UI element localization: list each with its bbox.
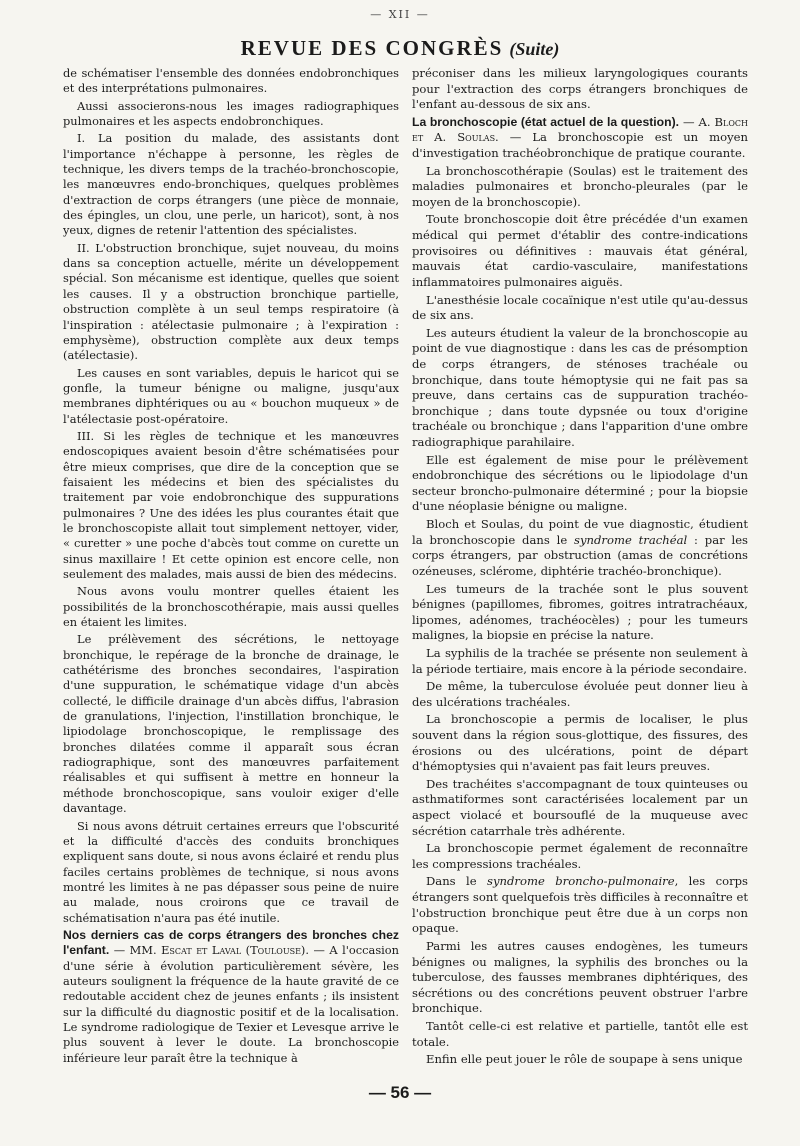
right-paragraph-7: Les tumeurs de la trachée sont le plus souvent bénignes (papillomes, fibromes, goitres intratrachéaux, lipomes, adénomes, trachéocèles) ; pour les tumeurs malignes, la biopsie en précise la nature. — [412, 581, 748, 643]
left-paragraph-0: de schématiser l'ensemble des données endobronchiques et des interprétations pulmonaires. — [63, 66, 399, 96]
left-paragraph-4: Les causes en sont variables, depuis le haricot qui se gonfle, la tumeur bénigne ou maligne, jusqu'aux membranes diphtériques ou au « bouchon muqueux » de l'atélectasie post-opératoire. — [63, 365, 399, 426]
right-paragraph-3: L'anesthésie locale cocaïnique n'est utile qu'au-dessus de six ans. — [412, 292, 748, 323]
right-column — [412, 66, 748, 1070]
right-paragraph-15: Tantôt celle-ci est relative et partielle, tantôt elle est totale. — [412, 1018, 748, 1049]
left-paragraph-6: Nous avons voulu montrer quelles étaient les possibilités de la bronchoscothérapie, mais aussi quelles en étaient les limites. — [63, 584, 399, 630]
right-paragraph-9: De même, la tuberculose évoluée peut donner lieu à des ulcérations trachéales. — [412, 679, 748, 709]
right-paragraph-13 — [412, 874, 748, 936]
right-section-heading: La bronchoscopie (état actuel de la question). — [412, 114, 680, 129]
right-paragraph-6 — [412, 517, 748, 579]
right-paragraph-2: Toute bronchoscopie doit être précédée d'un examen médical qui permet d'établir des contre-indications provisoires ou définitives : mauvais état général, mauvais état cardio-vasculaire, manifestations inflammatoires pulmonaires aiguës. — [412, 212, 748, 289]
p6-text-a: Bloch et Soulas, du point de vue diagnostic, étudient la bronchoscopie dans le — [412, 517, 748, 547]
right-paragraph-12: La bronchoscopie permet également de reconnaître les compressions trachéales. — [412, 841, 748, 871]
running-folio: — XII — — [370, 8, 430, 21]
right-continuation: préconiser dans les milieux laryngologiques courants pour l'extraction des corps étrangers bronchiques de l'enfant au-dessous de six ans. — [412, 66, 748, 112]
left-section-intro — [63, 928, 399, 1066]
right-paragraph-11: Des trachéites s'accompagnant de toux quinteuses ou asthmatiformes sont caractérisées localement par un aspect violacé et boursouflé de la muqueuse avec sécrétion catarrhale très adhérente. — [412, 776, 748, 838]
header-suite: (Suite) — [509, 39, 560, 59]
right-paragraph-14: Parmi les autres causes endogènes, les tumeurs bénignes ou malignes, la syphilis des bronches ou la tuberculose, des fausses membranes diphtériques, des sécrétions ou des concrétions peuvent obstruer l'arbre bronchique. — [412, 938, 748, 1016]
right-paragraph-8: La syphilis de la trachée se présente non seulement à la période tertiaire, mais encore à la période secondaire. — [412, 645, 748, 676]
right-paragraph-1: La bronchoscothérapie (Soulas) est le traitement des maladies pulmonaires et broncho-pleurales (par le moyen de la bronchoscopie). — [412, 163, 748, 209]
right-section-intro — [412, 115, 748, 162]
left-paragraph-5: III. Si les règles de technique et les manœuvres endoscopiques avaient besoin d'être schématisées pour être mieux comprises, que dire de la conception que se faisaient les médecins et bien des spécialistes du traitement par voie endobronchique des suppurations pulmonaires ? Une des idées les plus courantes était que le bronchoscopiste allait tout simplement nettoyer, vider, « curetter » une poche d'abcès tout comme on curette un sinus maxillaire ! Et cette opinion est encore celle, non seulement des malades, mais aussi de bien des médecins. — [63, 428, 399, 581]
right-paragraph-4: Les auteurs étudient la valeur de la bronchoscopie au point de vue diagnostique : dans les cas de présomption de corps étrangers, de sténoses trachéale ou bronchique, dans toute hémoptysie qui ne fait pas sa preuve, dans certains cas de suppuration trachéo-bronchique ; dans toute dypsnée ou toux d'origine trachéale ou bronchique ; dans l'apparition d'une ombre radiographique parahilaire. — [412, 325, 748, 450]
p6-emphasis: syndrome trachéal — [574, 532, 688, 547]
page-header — [0, 36, 800, 61]
left-paragraph-2: I. La position du malade, des assistants dont l'importance n'échappe à personne, les règles de technique, les divers temps de la trachéo-bronchoscopie, les manœuvres endo-bronchiques, quelques problèmes d'extraction de corps étrangers (une pièce de monnaie, des épingles, un clou, une perle, un haricot), sont, à nos yeux, dignes de retenir l'attention des spécialistes. — [63, 131, 399, 238]
left-paragraph-7: Le prélèvement des sécrétions, le nettoyage bronchique, le repérage de la bronche de drainage, le cathétérisme des bronches secondaires, l'aspiration d'une suppuration, le schématique vidage d'un abcès collecté, le difficile drainage d'un abcès diffus, l'abrasion de granulations, l'injection, l'instillation bronchique, le lipiodolage bronchoscopique, le remplissage des bronches dilatées comme il apparaît sous écran radiographique, sont des manœuvres parfaitement réalisables et qui suffisent à mettre en honneur la méthode bronchoscopique, sans vouloir exiger d'elle davantage. — [63, 632, 399, 816]
p6-text-b: : par les corps étrangers, par obstruction (amas de concrétions ozéneuses, sclérome, diphtérie trachéo-bronchique). — [412, 532, 749, 578]
p13-text-a: Dans le — [426, 874, 477, 889]
p13-text-b: , les corps étrangers sont quelquefois très difficiles à reconnaître et l'obstruction bronchique peut être due à un corps non opaque. — [412, 874, 748, 936]
page-number: — 56 — — [368, 1083, 432, 1102]
left-section-authors: — MM. Escat et Laval (Toulouse). — — [113, 943, 325, 958]
left-column — [63, 66, 399, 1068]
left-section-heading: Nos derniers cas de corps étrangers des bronches chez l'enfant. — [63, 927, 399, 958]
right-paragraph-16: Enfin elle peut jouer le rôle de soupape à sens unique — [426, 1052, 743, 1067]
right-paragraph-5: Elle est également de mise pour le prélèvement endobronchique des sécrétions ou le lipiodolage d'un secteur broncho-pulmonaire déterminé ; pour la biopsie d'une néoplasie bénigne ou maligne. — [412, 452, 748, 514]
right-section-authors: — A. Bloch et A. Soulas. — [412, 114, 748, 145]
right-paragraph-10: La bronchoscopie a permis de localiser, le plus souvent dans la région sous-glottique, des fissures, des érosions ou des ulcérations, point de départ d'hémoptysies qui n'avaient pas fait leurs preuves. — [412, 712, 748, 774]
left-section-body: A l'occasion d'une série à évolution particulièrement sévère, les auteurs soulignent la fréquence de la haute gravité de ce redoutable accident chez de jeunes enfants ; ils insistent sur la difficulté du diagnostic positif et de la localisation. Le syndrome radiologique de Texier et Levesque arrive le plus souvent à lever le doute. La bronchoscopie inférieure leur paraît être la technique à — [63, 943, 400, 1065]
left-paragraph-8: Si nous avons détruit certaines erreurs que l'obscurité et la difficulté d'accès des conduits bronchiques expliquent sans doute, si nous avons éclairé et rendu plus faciles certains problèmes de technique, si nous avons montré les limites à ne pas dépasser sous peine de nuire au malade, nous croirons que ce travail de schématisation n'aura pas été inutile. — [63, 818, 399, 925]
right-section-lead: — La bronchoscopie est un moyen d'investigation trachéobronchique de pratique courante. — [412, 130, 749, 161]
left-paragraph-3: II. L'obstruction bronchique, sujet nouveau, du moins dans sa conception actuelle, mérite un développement spécial. Son mécanisme est identique, quelles que soient les causes. Il y a obstruction bronchique partielle, obstruction complète à un seul temps respiratoire (à l'inspiration : atélectasie pulmonaire ; à l'expiration : emphysème), obstruction complète aux deux temps (atélectasie). — [63, 240, 399, 363]
header-title: REVUE DES CONGRÈS — [240, 36, 504, 60]
left-paragraph-1: Aussi associerons-nous les images radiographiques pulmonaires et les aspects endobronchiques. — [63, 98, 399, 129]
p13-emphasis: syndrome broncho-pulmonaire — [487, 874, 675, 889]
